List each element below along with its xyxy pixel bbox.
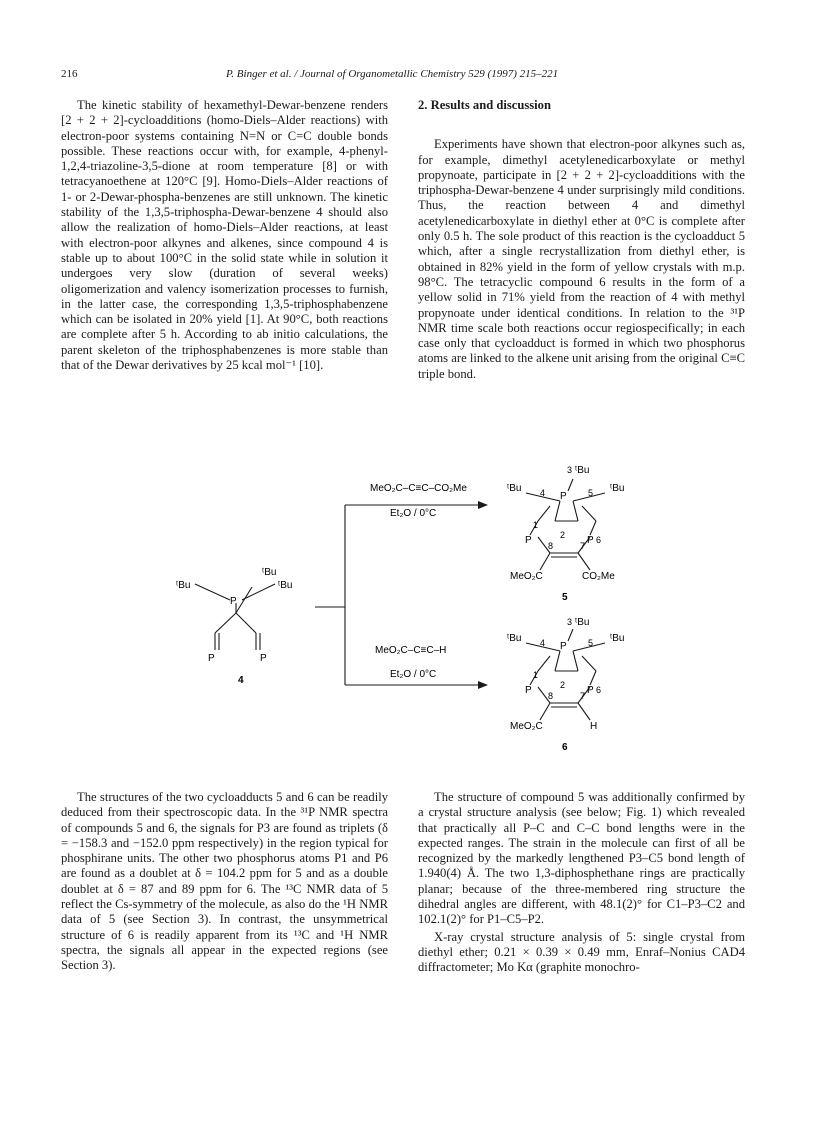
compound-label-6: 6: [562, 742, 568, 753]
p-label: P: [230, 596, 237, 607]
tbu-label: ᵗBu: [610, 483, 625, 494]
p-label: P: [560, 641, 567, 652]
p-label: P: [260, 653, 267, 664]
tbu-label: ᵗBu: [262, 567, 277, 578]
atom-number-7: 7: [580, 541, 586, 551]
compound-label-4: 4: [238, 675, 244, 686]
atom-number-3: 3: [567, 465, 573, 475]
tbu-label: ᵗBu: [610, 633, 625, 644]
scheme-drawing: [150, 375, 670, 775]
reagent-2: MeO₂C–C≡C–H: [375, 645, 447, 656]
tbu-label: ᵗBu: [575, 617, 590, 628]
atom-number-1: 1: [533, 670, 539, 680]
tbu-label: ᵗBu: [507, 633, 522, 644]
atom-number-8: 8: [548, 691, 554, 701]
tbu-label: ᵗBu: [575, 465, 590, 476]
atom-number-4: 4: [540, 638, 546, 648]
atom-number-6: 6: [596, 685, 602, 695]
atom-number-5: 5: [588, 488, 594, 498]
p-label: P: [560, 491, 567, 502]
tbu-label: ᵗBu: [176, 580, 191, 591]
column-right-bottom: [418, 790, 745, 976]
p-label: P: [525, 535, 532, 546]
condition-2: Et₂O / 0°C: [390, 669, 437, 680]
p-label: P: [587, 685, 594, 696]
column-left-top: [61, 98, 388, 373]
condition-1: Et₂O / 0°C: [390, 508, 437, 519]
section-heading: 2. Results and discussion: [418, 98, 551, 112]
tbu-label: ᵗBu: [507, 483, 522, 494]
atom-number-3: 3: [567, 617, 573, 627]
paragraph: The structures of the two cycloadducts 5 and 6 can be readily deduced from their spectroscopic data. In the ³¹P NMR spectra of compounds 5 and 6, the signals for P3 are found as triplets (δ = −158.3 and −152.0 ppm respectively) in the region typical for phosphirane units. The other two phosphorus atoms P1 and P6 are found as a doublet at δ = 104.2 ppm for 5 and as a double doublet at δ = 87 and 89 ppm for 6. The ¹³C NMR data of 5 reflect the Cs-symmetry of the molecule, as also do the ¹H NMR data of 5 (see Section 3). In contrast, the unsymmetrical structure of 6 is readily apparent from its ¹³C and ¹H NMR spectra, the signals all appear in the expected regions (see Section 3).: [61, 790, 388, 973]
atom-number-5: 5: [588, 638, 594, 648]
atom-number-2: 2: [560, 680, 566, 690]
atom-number-7: 7: [580, 691, 586, 701]
paragraph: X-ray crystal structure analysis of 5: single crystal from diethyl ether; 0.21 × 0.39 × 0.49 mm, Enraf–Nonius CAD4 diffractometer; Mo Kα (graphite monochro-: [418, 929, 745, 975]
ester-label: MeO₂C: [510, 721, 543, 732]
compound-label-5: 5: [562, 592, 568, 603]
paragraph: The kinetic stability of hexamethyl-Dewar-benzene renders [2 + 2 + 2]-cycloadditions (homo-Diels–Alder reactions) with electron-poor systems containing N=N or C=C double bonds possible. These reactions occur with, for example, 4-phenyl-1,2,4-triazoline-3,5-dione at room temperature [8] or with tetracyanoethene at 120°C [9]. Homo-Diels–Alder reactions of 1- or 2-Dewar-phospha-benzenes are still unknown. The kinetic stability of the 1,3,5-triphospha-Dewar-benzene 4 should also allow the realization of homo-Diels–Alder reactions, at least with electron-poor alkynes and alkenes, since compound 4 is stable up to about 100°C in the solid state while in solution it undergoes very slow (duration of several weeks) oligomerization and valency isomerization processes to furnish, in the latter case, the corresponding 1,3,5-triphosphabenzene which can be isolated in 20% yield [1]. At 90°C, both reactions are complete after 5 h. According to ab initio calculations, the parent skeleton of the triphosphabenzenes is more stable than that of the Dewar derivatives by 25 kcal mol⁻¹ [10].: [61, 98, 388, 373]
p-label: P: [525, 685, 532, 696]
p-label: P: [587, 535, 594, 546]
ester-label: MeO₂C: [510, 571, 543, 582]
structure-4: [195, 584, 275, 650]
p-label: P: [208, 653, 215, 664]
atom-number-4: 4: [540, 488, 546, 498]
column-left-bottom: [61, 790, 388, 974]
page-number: 216: [61, 68, 78, 80]
atom-number-8: 8: [548, 541, 554, 551]
reagent-1: MeO₂C–C≡C–CO₂Me: [370, 483, 467, 494]
ester-label: CO₂Me: [582, 571, 615, 582]
atom-number-6: 6: [596, 535, 602, 545]
tbu-label: ᵗBu: [278, 580, 293, 591]
atom-number-1: 1: [533, 520, 539, 530]
hydrogen-label: H: [590, 721, 598, 732]
atom-number-2: 2: [560, 530, 566, 540]
running-head: P. Binger et al. / Journal of Organometallic Chemistry 529 (1997) 215–221: [226, 68, 559, 80]
reaction-scheme: [150, 375, 670, 775]
paragraph: Experiments have shown that electron-poor alkynes such as, for example, dimethyl acetylenedicarboxylate or methyl propynoate, participate in [2 + 2 + 2]-cycloadditions with the triphospha-Dewar-benzene 4 under surprisingly mild conditions. Thus, the reaction between 4 and dimethyl acetylenedicarboxylate in diethyl ether at 0°C is complete after only 0.5 h. The sole product of this reaction is the cycloadduct 5 which, after a single recrystallization from diethyl ether, is obtained in 82% yield in the form of yellow crystals with m.p. 98°C. The tetracyclic compound 6 results in the form of a yellow solid in 71% yield from the reaction of 4 with methyl propynoate under identical conditions. In relation to the ³¹P NMR time scale both reactions occur regiospecifically; in each case only that cycloadduct is formed in which two phosphorus atoms are linked to the alkene unit arising from the original C≡C triple bond.: [418, 137, 745, 381]
paragraph: The structure of compound 5 was additionally confirmed by a crystal structure analysis (see below; Fig. 1) which revealed that practically all P–C and C–C bond lengths were in the expected ranges. The strain in the molecule can first of all be recognized by the markedly lengthened P3–C5 bond length of 1.940(4) Å. The two 1,3-diphosphethane rings are practically planar; because of the three-membered ring structure the dihedral angles are different, with 48.1(2)° for C1–P3–C2 and 102.1(2)° for P1–C5–P2.: [418, 790, 745, 927]
column-right-top: [418, 98, 745, 382]
